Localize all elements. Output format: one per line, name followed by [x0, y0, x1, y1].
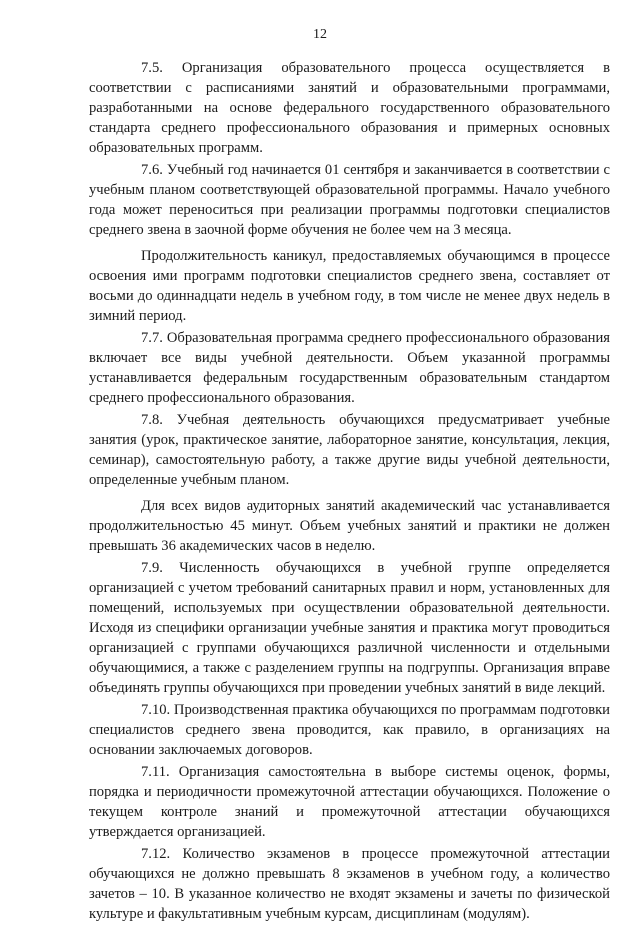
paragraph-7-5: 7.5. Организация образовательного процесса осуществляется в соответствии с расписаниями занятий и образовательными программами, разработанными на основе федерального государственного образовательного стандарта среднего профессионального образования и примерных основных образовательных программ. [89, 60, 610, 156]
paragraph-7-11: 7.11. Организация самостоятельна в выборе системы оценок, формы, порядка и периодичности промежуточной аттестации обучающихся. Положение о текущем контроле знаний и промежуточной аттестации обучающихся утверждается организацией. [89, 764, 610, 840]
paragraph-7-6: 7.6. Учебный год начинается 01 сентября и заканчивается в соответствии с учебным планом соответствующей образовательной программы. Начало учебного года может переноситься при реализации программы подготовки специалистов среднего звена в заочной форме обучения не более чем на 3 месяца. [89, 162, 610, 238]
paragraph-vacation: Продолжительность каникул, предоставляемых обучающимся в процессе освоения ими программ подготовки специалистов среднего звена, составляет от восьми до одиннадцати недель в учебном году, в том числе не менее двух недель в зимний период. [89, 248, 610, 324]
paragraph-7-8: 7.8. Учебная деятельность обучающихся предусматривает учебные занятия (урок, практическое занятие, лабораторное занятие, консультация, лекция, семинар), самостоятельную работу, а также другие виды учебной деятельности, определенные учебным планом. [89, 412, 610, 488]
paragraph-7-9: 7.9. Численность обучающихся в учебной группе определяется организацией с учетом требований санитарных правил и норм, установленных для помещений, используемых при осуществлении образовательной деятельности. Исходя из специфики организации учебные занятия и практика могут проводиться организацией с группами обучающихся различной численности и отдельными обучающимися, а также с разделением группы на подгруппы. Организация вправе объединять группы обучающихся при проведении учебных занятий в виде лекций. [89, 560, 610, 696]
paragraph-7-7: 7.7. Образовательная программа среднего профессионального образования включает все виды учебной деятельности. Объем указанной программы устанавливается федеральным государственным образовательным стандартом среднего профессионального образования. [89, 330, 610, 406]
paragraph-7-10: 7.10. Производственная практика обучающихся по программам подготовки специалистов среднего звена проводится, как правило, в организациях на основании заключаемых договоров. [89, 702, 610, 758]
page-number: 12 [313, 27, 327, 42]
paragraph-7-12: 7.12. Количество экзаменов в процессе промежуточной аттестации обучающихся не должно превышать 8 экзаменов в учебном году, а количество зачетов – 10. В указанное количество не входят экзамены и зачеты по физической культуре и факультативным учебным курсам, дисциплинам (модулям). [89, 846, 610, 922]
paragraph-academic-hour: Для всех видов аудиторных занятий академический час устанавливается продолжительностью 45 минут. Объем учебных занятий и практики не должен превышать 36 академических часов в неделю. [89, 498, 610, 554]
document-body [89, 58, 610, 926]
